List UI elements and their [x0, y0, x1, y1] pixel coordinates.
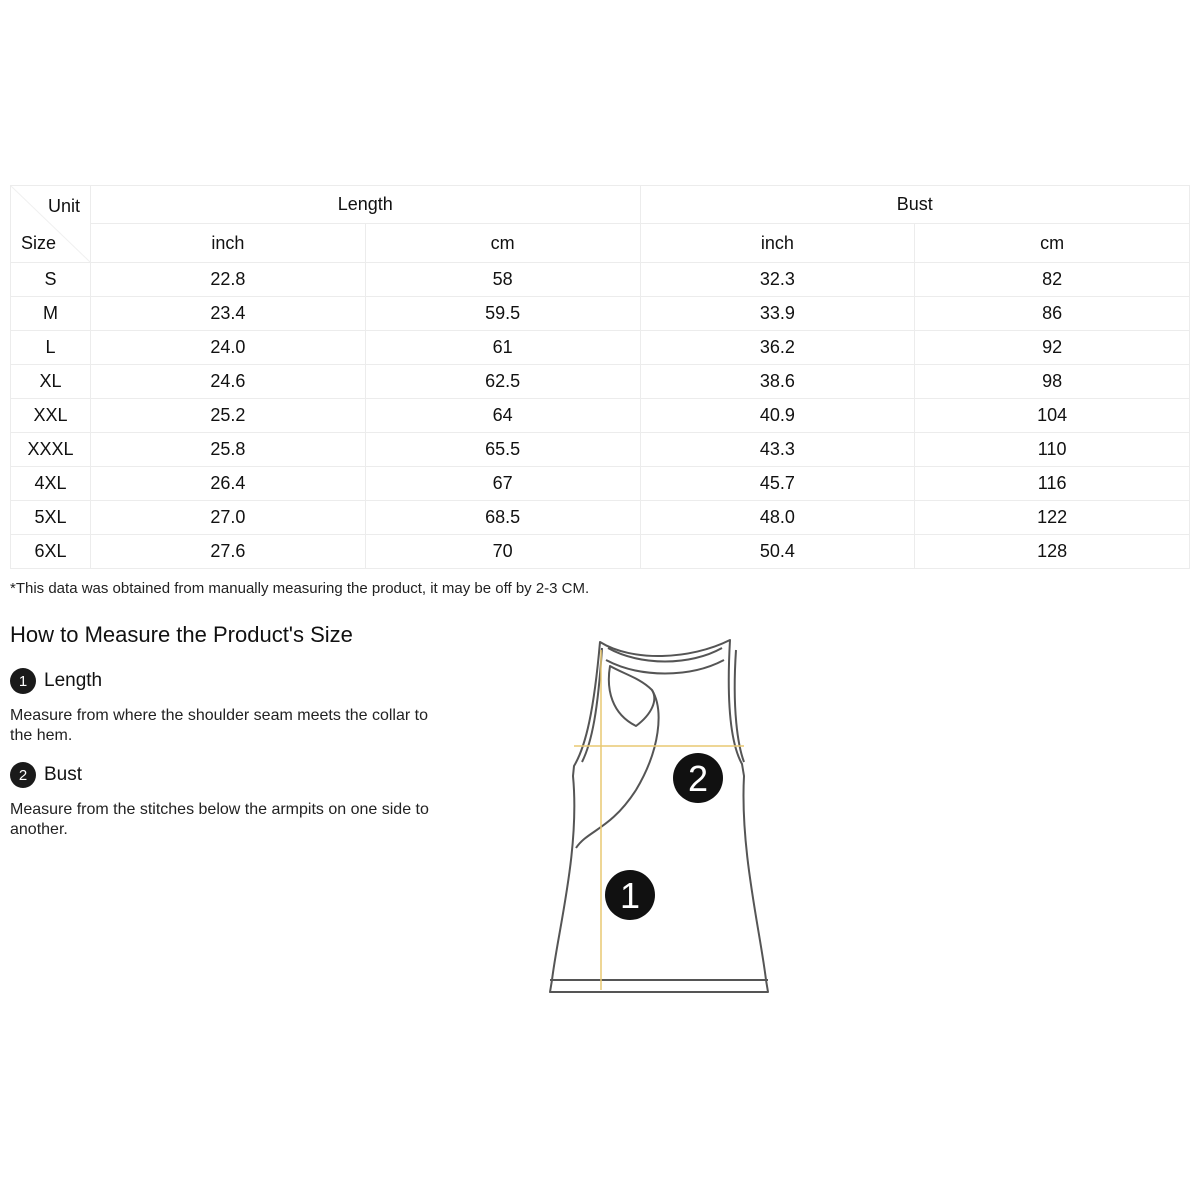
bust-group-header: Bust	[640, 186, 1190, 224]
svg-text:2: 2	[687, 758, 709, 799]
length-cm-cell: 67	[365, 467, 640, 501]
size-cell: XL	[11, 365, 91, 399]
length-cm-cell: 64	[365, 399, 640, 433]
table-row	[11, 467, 1190, 501]
length-cm-header: cm	[365, 224, 640, 263]
svg-text:1: 1	[619, 875, 641, 916]
measurement-note: *This data was obtained from manually measuring the product, it may be off by 2-3 CM.	[10, 580, 590, 597]
step-length	[10, 668, 102, 694]
table-row	[11, 399, 1190, 433]
table-row	[11, 263, 1190, 297]
bust-cm-cell: 116	[915, 467, 1190, 501]
bust-cm-header: cm	[915, 224, 1190, 263]
length-cm-cell: 62.5	[365, 365, 640, 399]
size-cell: 6XL	[11, 535, 91, 569]
marker-2-icon	[673, 753, 723, 803]
size-cell: S	[11, 263, 91, 297]
length-inch-header: inch	[91, 224, 366, 263]
step-2-label: Bust	[44, 764, 83, 785]
size-chart-table	[10, 185, 1190, 569]
length-inch-cell: 27.0	[91, 501, 366, 535]
length-inch-cell: 25.8	[91, 433, 366, 467]
step-1-description: Measure from where the shoulder seam meets the collar to the hem.	[10, 707, 428, 744]
table-row	[11, 535, 1190, 569]
table-row	[11, 331, 1190, 365]
size-cell: L	[11, 331, 91, 365]
tank-top-outline	[550, 640, 768, 992]
length-inch-cell: 24.0	[91, 331, 366, 365]
bust-inch-cell: 45.7	[640, 467, 915, 501]
step-bust	[10, 762, 82, 788]
length-cm-cell: 70	[365, 535, 640, 569]
bust-inch-header: inch	[640, 224, 915, 263]
length-cm-cell: 65.5	[365, 433, 640, 467]
bust-cm-cell: 92	[915, 331, 1190, 365]
bust-inch-cell: 33.9	[640, 297, 915, 331]
bust-cm-cell: 98	[915, 365, 1190, 399]
table-row	[11, 433, 1190, 467]
bust-cm-cell: 110	[915, 433, 1190, 467]
length-inch-cell: 27.6	[91, 535, 366, 569]
bust-inch-cell: 32.3	[640, 263, 915, 297]
size-cell: M	[11, 297, 91, 331]
table-unit-row	[11, 224, 1190, 263]
length-inch-cell: 22.8	[91, 263, 366, 297]
step-2-description: Measure from the stitches below the armpits on one side to another.	[10, 801, 429, 838]
length-inch-cell: 26.4	[91, 467, 366, 501]
size-cell: 5XL	[11, 501, 91, 535]
table-row	[11, 365, 1190, 399]
length-inch-cell: 25.2	[91, 399, 366, 433]
bust-inch-cell: 38.6	[640, 365, 915, 399]
bust-cm-cell: 128	[915, 535, 1190, 569]
corner-size-label: Size	[21, 233, 57, 253]
table-header-group-row	[11, 186, 1190, 224]
size-cell: XXXL	[11, 433, 91, 467]
length-inch-cell: 23.4	[91, 297, 366, 331]
bust-cm-cell: 122	[915, 501, 1190, 535]
step-1-label: Length	[44, 670, 103, 691]
table-corner-cell	[11, 186, 91, 263]
bust-inch-cell: 48.0	[640, 501, 915, 535]
step-1-number-icon: 1	[10, 668, 36, 694]
bust-inch-cell: 50.4	[640, 535, 915, 569]
length-group-header: Length	[91, 186, 641, 224]
marker-1-icon	[605, 870, 655, 920]
table-row	[11, 297, 1190, 331]
size-cell: XXL	[11, 399, 91, 433]
bust-inch-cell: 43.3	[640, 433, 915, 467]
table-row	[11, 501, 1190, 535]
corner-unit-label: Unit	[47, 196, 80, 216]
size-cell: 4XL	[11, 467, 91, 501]
tank-top-diagram	[540, 630, 780, 1005]
bust-cm-cell: 86	[915, 297, 1190, 331]
length-cm-cell: 59.5	[365, 297, 640, 331]
step-2-number-icon: 2	[10, 762, 36, 788]
bust-cm-cell: 104	[915, 399, 1190, 433]
length-inch-cell: 24.6	[91, 365, 366, 399]
bust-inch-cell: 40.9	[640, 399, 915, 433]
length-cm-cell: 68.5	[365, 501, 640, 535]
bust-cm-cell: 82	[915, 263, 1190, 297]
how-to-measure-title: How to Measure the Product's Size	[10, 622, 353, 647]
length-cm-cell: 61	[365, 331, 640, 365]
bust-inch-cell: 36.2	[640, 331, 915, 365]
length-cm-cell: 58	[365, 263, 640, 297]
